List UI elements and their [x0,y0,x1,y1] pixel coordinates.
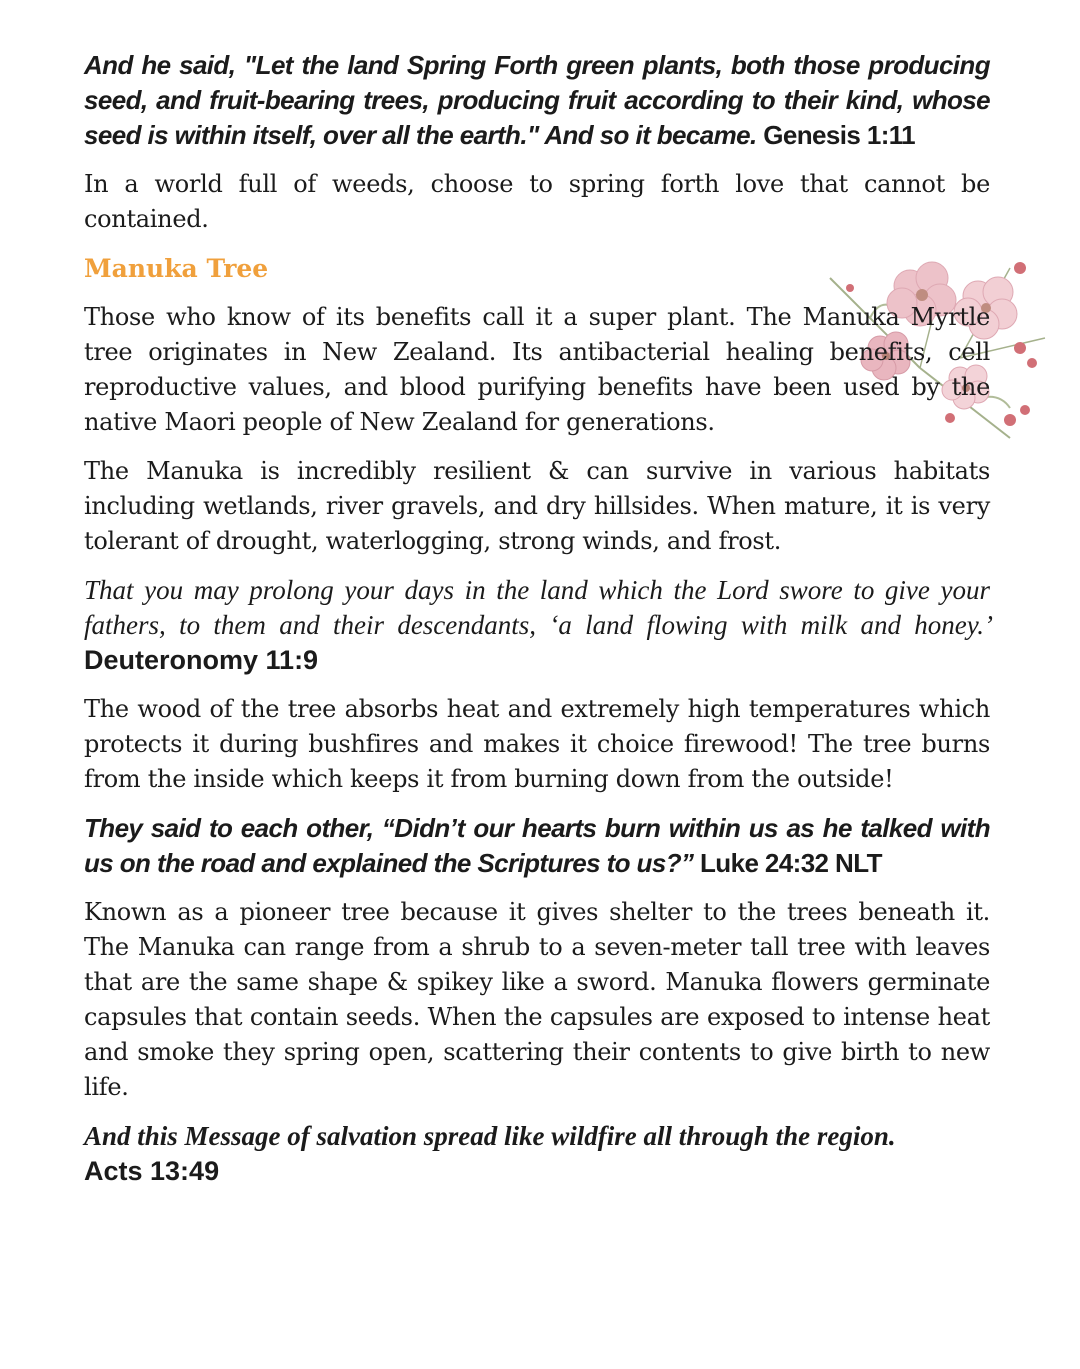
verse-text: And he said, "Let the land Spring Forth green plants, both those producing seed, and fruit-bearing trees, producing fruit according to their kind, whose seed is within itself, over all the earth." And so it became. [84,50,990,150]
paragraph-resilience: The Manuka is incredibly resilient & can survive in various habitats including wetlands, river gravels, and dry hillsides. When mature, it is very tolerant of drought, waterlogging, strong winds, and frost. [84,457,990,555]
verse-text: They said to each other, “Didn’t our hearts burn within us as he talked with us on the road and explained the Scriptures to us?” [84,813,990,878]
paragraph-pioneer: Known as a pioneer tree because it gives shelter to the trees beneath it. The Manuka can range from a shrub to a seven-meter tall tree with leaves that are the same shape & spikey like a sword. Manuka flowers germinate capsules that contain seeds. When the capsules are exposed to intense heat and smoke they spring open, scattering their contents to give birth to new life. [84,898,990,1101]
verse-luke [84,811,990,881]
verse-reference: Acts 13:49 [84,1156,220,1186]
verse-reference: Deuteronomy 11:9 [84,645,319,675]
verse-text: That you may prolong your days in the land which the Lord swore to give your fathers, to them and their descendants, ‘a land flowing with milk and honey.’ [84,575,990,640]
verse-deuteronomy [84,573,990,678]
section-heading: Manuka Tree [84,254,269,283]
intro-paragraph: In a world full of weeds, choose to spring forth love that cannot be contained. [84,170,990,233]
paragraph-benefits: Those who know of its benefits call it a super plant. The Manuka Myrtle tree originates in New Zealand. Its antibacterial healing benefits, cell reproductive values, and blood purifying benefits have been used by the native Maori people of New Zealand for generations. [84,303,990,436]
verse-text: And this Message of salvation spread like wildfire all through the region. [84,1121,896,1151]
document-page [84,48,990,1189]
verse-reference: Genesis 1:11 [763,120,916,150]
verse-acts [84,1119,990,1189]
paragraph-wood: The wood of the tree absorbs heat and extremely high temperatures which protects it during bushfires and makes it choice firewood! The tree burns from the inside which keeps it from burning down from the outside! [84,695,990,793]
verse-genesis [84,48,990,153]
verse-reference: Luke 24:32 NLT [700,848,882,878]
